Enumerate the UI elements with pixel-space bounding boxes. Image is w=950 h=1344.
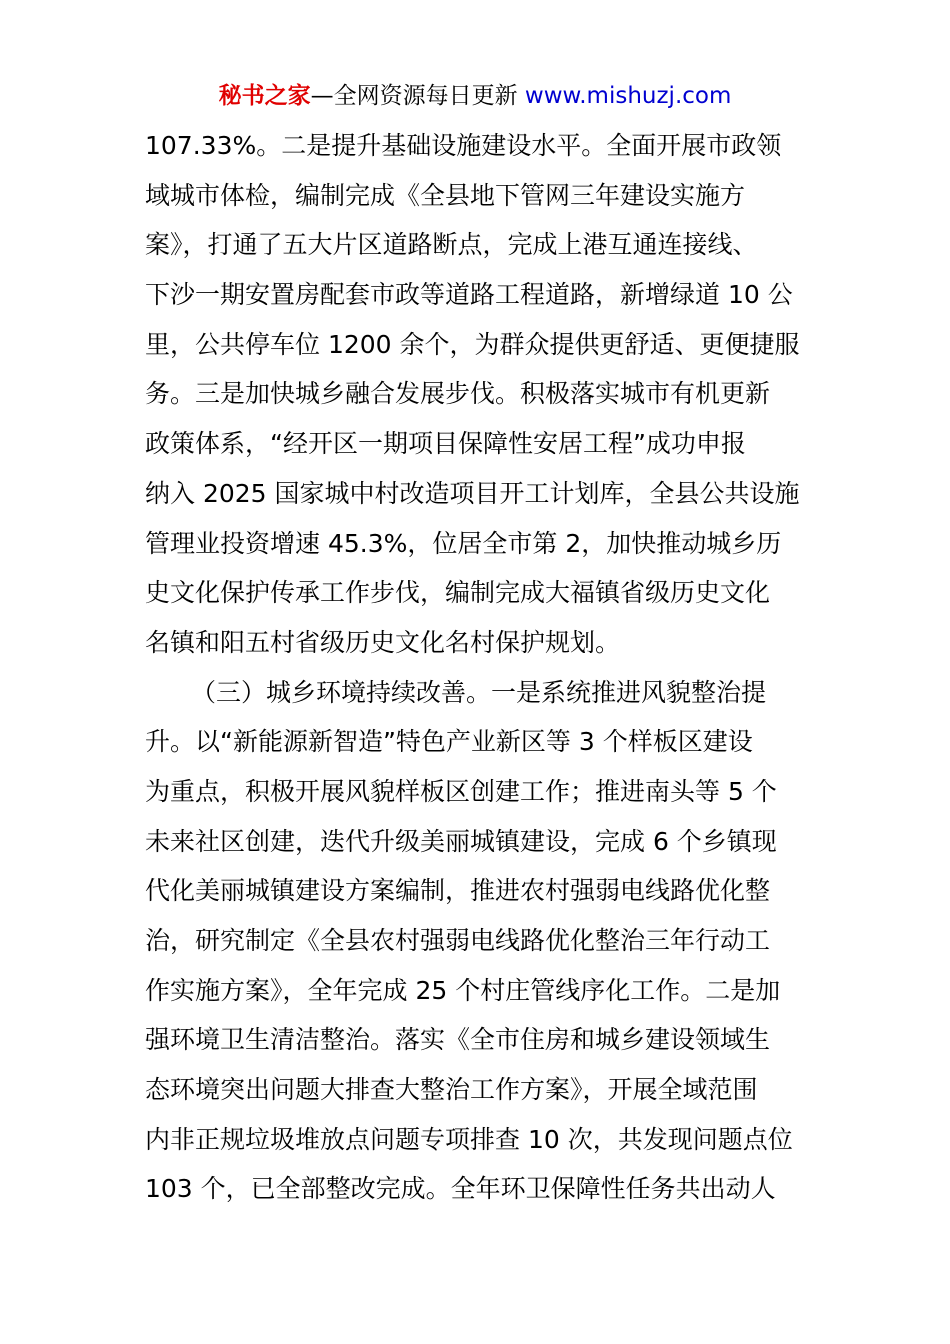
paragraph-first-line: （三）城乡环境持续改善。一是系统推进风貌整治提 [191,677,767,707]
text-line: 内非正规垃圾堆放点问题专项排查 10 次，共发现问题点位 [145,1124,793,1154]
text-line: 下沙一期安置房配套市政等道路工程道路，新增绿道 10 公 [145,280,793,310]
text-line: 域城市体检，编制完成《全县地下管网三年建设实施方 [145,180,746,210]
text-line: 管理业投资增速 45.3%，位居全市第 2，加快推动城乡历 [145,528,782,558]
site-url[interactable]: www.mishuzj.com [524,83,732,109]
text-line: 态环境突出问题大排查大整治工作方案》，开展全域范围 [145,1075,758,1105]
text-line: 名镇和阳五村省级历史文化名村保护规划。 [145,627,621,657]
page-header [0,80,950,112]
text-line: 务。三是加快城乡融合发展步伐。积极落实城市有机更新 [145,379,771,409]
text-line: 未来社区创建，迭代升级美丽城镇建设，完成 6 个乡镇现 [145,826,777,856]
site-tagline: —全网资源每日更新 [310,83,525,109]
text-line: 代化美丽城镇建设方案编制，推进农村强弱电线路优化整 [145,876,771,906]
text-line: 案》，打通了五大片区道路断点，完成上港互通连接线、 [145,230,758,260]
text-line: 作实施方案》，全年完成 25 个村庄管线序化工作。二是加 [145,975,781,1005]
text-line: 强环境卫生清洁整治。落实《全市住房和城乡建设领域生 [145,1025,771,1055]
text-line: 升。以“新能源新智造”特色产业新区等 3 个样板区建设 [145,727,753,757]
text-line: 107.33%。二是提升基础设施建设水平。全面开展市政领 [145,131,782,160]
text-line: 纳入 2025 国家城中村改造项目开工计划库，全县公共设施 [145,478,800,508]
text-line: 史文化保护传承工作步伐，编制完成大福镇省级历史文化 [145,578,771,608]
text-line: 政策体系，“经开区一期项目保障性安居工程”成功申报 [145,429,746,459]
text-line: 103 个，已全部整改完成。全年环卫保障性任务共出动人 [145,1174,776,1204]
site-brand: 秘书之家 [218,83,311,109]
text-line: 为重点，积极开展风貌样板区创建工作；推进南头等 5 个 [145,776,777,806]
text-line: 里，公共停车位 1200 余个，为群众提供更舒适、更便捷服 [145,329,800,359]
document-body [145,121,815,1214]
text-line: 治，研究制定《全县农村强弱电线路优化整治三年行动工 [145,926,771,955]
